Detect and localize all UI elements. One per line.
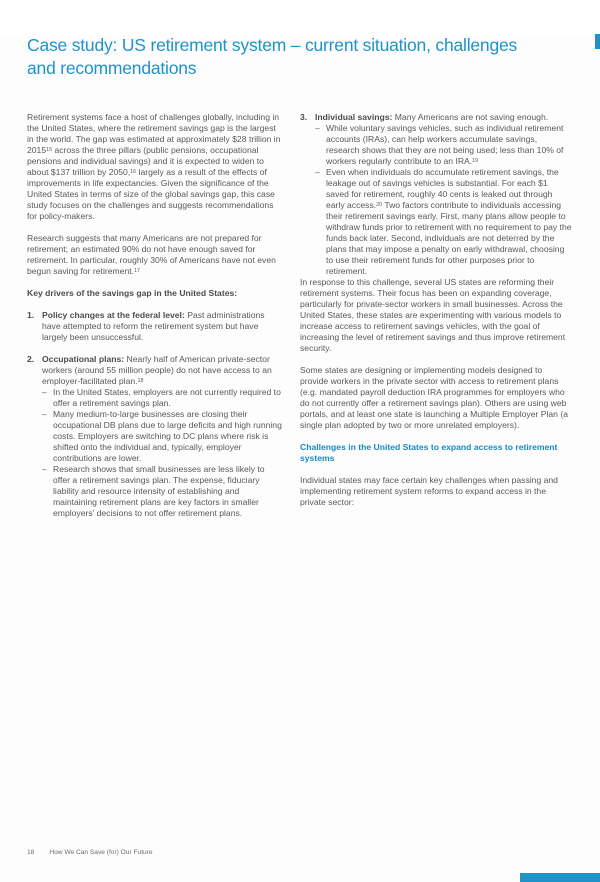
dash-marker: – — [315, 167, 320, 177]
sub-item-text: Research shows that small businesses are less likely to offer a retirement savings plan. The expense, fiduciary liability and resource intensity of establishing and maintaining retirement plans are key factors in smaller employers’ decisions to not offer retirement plans. — [53, 464, 265, 518]
item-number: 1. — [27, 310, 35, 320]
sub-item — [42, 387, 283, 409]
item-text: Individual savings: Many Americans are not saving enough. — [315, 112, 549, 122]
numbered-item-3 — [300, 112, 572, 277]
intro-paragraph: Retirement systems face a host of challenges globally, including in the United States, where the retirement savings gap is the largest in the world. The gap was estimated at approximately $28 trillion in 2015$^{15}$ across the three pillars (public pensions, occupational pensions and individual savings) and it is expected to widen to about $137 trillion by 2050,16 largely as a result of the effects of improvements in life expectancies. Given the significance of the United States in terms of size of the global savings gap, this case study focuses on the challenges and suggests recommendations for policy-makers. — [27, 112, 281, 221]
sub-item — [42, 464, 283, 519]
research-paragraph: Research suggests that many Americans are not prepared for retirement; an estimated 90% do not have enough saved for retirement. In particular, roughly 30% of Americans have not even begun saving for retirement.$^{17}$ — [27, 233, 276, 276]
page-footer — [27, 849, 153, 856]
sub-item — [315, 123, 572, 167]
dash-marker: – — [315, 123, 320, 133]
dash-marker: – — [42, 409, 47, 419]
item-text: Occupational plans: Nearly half of American private-sector workers (around 55 million people) do not have access to an employer-facilitated plan.$^{18}$ — [42, 354, 272, 386]
document-title: How We Can Save (for) Our Future — [49, 849, 153, 856]
sub-item — [42, 409, 283, 464]
dash-marker: – — [42, 464, 47, 474]
challenges-subheading: Challenges in the United States to expand access to retirement systems — [300, 442, 558, 463]
content-columns — [27, 112, 572, 530]
item-text: Policy changes at the federal level: Past administrations have attempted to reform the retirement system but have largely been unsuccessful. — [42, 310, 265, 342]
challenges-intro-paragraph: Individual states may face certain key challenges when passing and implementing retirement system reforms to expand access in the private sector: — [300, 475, 558, 507]
sub-item — [315, 167, 572, 277]
item-number: 2. — [27, 354, 35, 364]
dash-marker: – — [42, 387, 47, 397]
top-accent-mark — [595, 34, 600, 49]
left-column — [27, 112, 283, 530]
numbered-item-1 — [27, 310, 283, 343]
item-number: 3. — [300, 112, 308, 122]
states-models-paragraph: Some states are designing or implementing models designed to provide workers in the private sector with access to retirement plans (e.g. mandated payroll deduction IRA programmes for employers who do not currently offer a retirement savings plan). Others are using web portals, and at least one state is launching a Multiple Employer Plan (a single plan adopted by two or more unrelated employers). — [300, 365, 568, 430]
bottom-accent-bar — [520, 873, 600, 882]
sub-item-text: Many medium-to-large businesses are closing their occupational DB plans due to large deficits and high running costs. Employers are switching to DC plans where risk is shifted onto the individual and, typically, employer contributions are lower. — [53, 409, 282, 463]
document-page — [0, 34, 600, 882]
right-column — [300, 112, 572, 530]
sub-item-text: Even when individuals do accumulate retirement savings, the leakage out of savings vehicles is substantial. For each $1 saved for retirement, roughly 40 cents is leaked out through early access.$^{20}$ Two factors contribute to individuals accessing their retirement savings early. First, many plans allow people to withdraw funds prior to retirement with no requirement to pay the funds back later. Second, individuals are not deterred by the plans that may impose a penalty on early withdrawal, choosing to use their retirement funds for other purposes prior to retirement. — [326, 167, 572, 276]
sub-item-text: In the United States, employers are not currently required to offer a retirement savings plan. — [53, 387, 281, 408]
response-paragraph: In response to this challenge, several US states are reforming their retirement systems. Their focus has been on expanding coverage, particularly for private-sector workers in small businesses. Across the United States, these states are experimenting with various models to increase access to retirement savings vehicles, with the goal of increasing the level of retirement savings and thus improve retirement security. — [300, 277, 566, 353]
item-body — [315, 112, 572, 277]
key-drivers-heading: Key drivers of the savings gap in the United States: — [27, 288, 238, 298]
numbered-item-2 — [27, 354, 283, 519]
page-number: 18 — [27, 849, 35, 856]
item-body — [42, 354, 283, 519]
sub-item-text: While voluntary savings vehicles, such as individual retirement accounts (IRAs), can help workers accumulate savings, research shows that they are not being used; less than 10% of workers regularly contribute to an IRA.$^{19}$ — [326, 123, 564, 166]
page-title: Case study: US retirement system – current situation, challenges and recommendations — [27, 35, 518, 78]
